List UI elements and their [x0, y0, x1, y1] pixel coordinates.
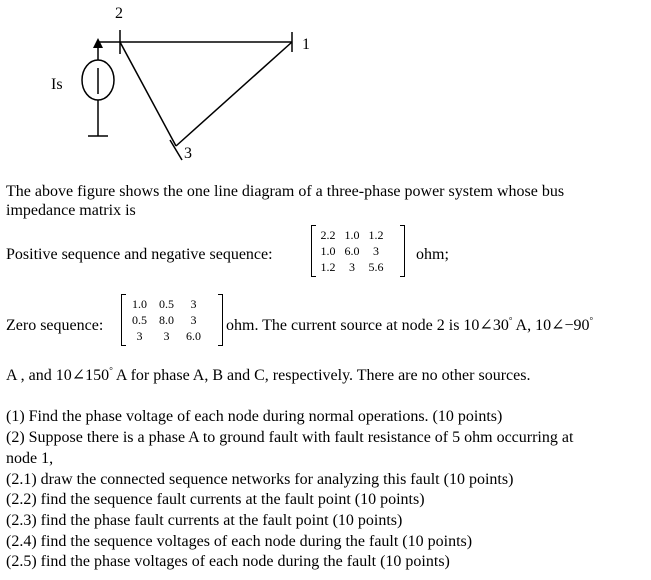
matrix-cell: 1.2 — [368, 228, 384, 242]
line-2-3 — [120, 42, 176, 146]
zero-label: Zero sequence: — [6, 317, 104, 334]
source-label: Is — [51, 76, 63, 93]
positive-label: Positive sequence and negative sequence: — [6, 246, 273, 263]
arrow-head-icon — [93, 38, 103, 48]
question-2-cont: node 1, — [6, 450, 54, 467]
question-2-3: (2.3) find the phase fault currents at the fault point (10 points) — [6, 512, 403, 529]
question-2-5: (2.5) find the phase voltages of each node during the fault (10 points) — [6, 553, 450, 570]
matrix-cell: 0.5 — [132, 313, 147, 327]
zero-mid: A, 10∠−90 — [512, 317, 590, 334]
question-2: (2) Suppose there is a phase A to ground fault with fault resistance of 5 ohm occurring at — [6, 429, 574, 446]
zero-after: ohm. The current source at node 2 is 10∠30 — [226, 317, 509, 334]
matrix-cell: 1.0 — [320, 244, 336, 258]
matrix-cell: 6.0 — [344, 244, 360, 258]
currents-line — [6, 367, 530, 385]
one-line-diagram — [0, 0, 651, 165]
intro-line-1: The above figure shows the one line diagram of a three-phase power system whose bus — [6, 183, 565, 200]
matrix-cell: 0.5 — [159, 297, 174, 311]
intro-line-2: impedance matrix is — [6, 202, 136, 219]
question-2-4: (2.4) find the sequence voltages of each node during the fault (10 points) — [6, 533, 473, 550]
question-2-2: (2.2) find the sequence fault currents at the fault point (10 points) — [6, 491, 425, 508]
matrix-cell: 8.0 — [159, 313, 174, 327]
zero-matrix — [121, 294, 223, 346]
positive-matrix — [311, 225, 405, 277]
matrix-cell: 3 — [163, 329, 170, 343]
matrix-cell: 3 — [190, 297, 197, 311]
matrix-cell: 1.2 — [320, 260, 336, 274]
matrix-cell: 3 — [349, 260, 355, 274]
degree-mark: ° — [508, 315, 513, 326]
matrix-cell: 3 — [373, 244, 379, 258]
question-2-1: (2.1) draw the connected sequence networks for analyzing this fault (10 points) — [6, 471, 514, 488]
currents-part-2: A for phase A, B and C, respectively. There are no other sources. — [112, 367, 531, 384]
zero-source-text — [226, 317, 593, 335]
matrix-cell: 1.0 — [132, 297, 147, 311]
degree-mark: ° — [109, 365, 113, 376]
matrix-cell: 6.0 — [186, 329, 201, 343]
matrix-cell: 3 — [136, 329, 143, 343]
degree-mark: ° — [589, 315, 594, 326]
matrix-cell: 1.0 — [344, 228, 360, 242]
question-1: (1) Find the phase voltage of each node during normal operations. (10 points) — [6, 408, 503, 425]
matrix-cell: 3 — [190, 313, 197, 327]
node-label-2: 2 — [115, 5, 123, 22]
line-3-1 — [176, 42, 292, 146]
node-label-1: 1 — [302, 36, 310, 53]
currents-part-1: A , and 10∠150 — [6, 367, 110, 384]
matrix-cell: 5.6 — [368, 260, 384, 274]
positive-unit: ohm; — [416, 246, 449, 263]
matrix-cell: 2.2 — [320, 228, 336, 242]
node-label-3: 3 — [184, 145, 192, 162]
